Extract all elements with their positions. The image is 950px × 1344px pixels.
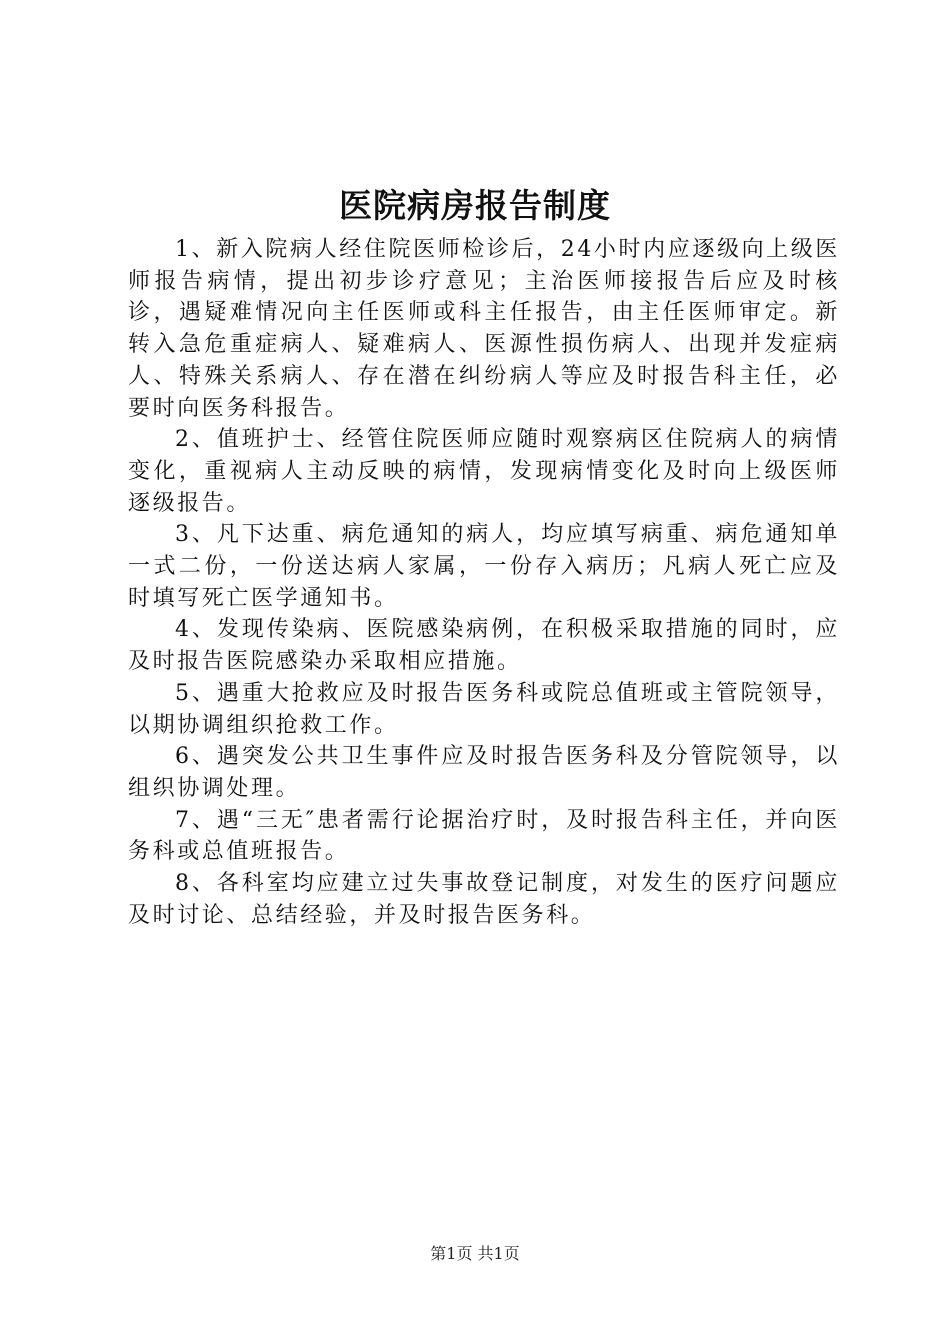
document-title: 医院病房报告制度 bbox=[339, 186, 611, 225]
paragraph-3: 3、凡下达重、病危通知的病人，均应填写病重、病危通知单一式二份，一份送达病人家属，一份存入病历；凡病人死亡应及时填写死亡医学通知书。 bbox=[128, 522, 840, 611]
paragraph-8: 8、各科室均应建立过失事故登记制度，对发生的医疗问题应及时讨论、总结经验，并及时报告医务科。 bbox=[128, 871, 840, 928]
paragraph-5: 5、遇重大抢救应及时报告医务科或院总值班或主管院领导，以期协调组织抢救工作。 bbox=[128, 680, 840, 738]
paragraph-7: 7、遇“三无″患者需行论据治疗时，及时报告科主任，并向医务科或总值班报告。 bbox=[128, 807, 840, 865]
paragraph-2: 2、值班护士、经管住院医师应随时观察病区住院病人的病情变化，重视病人主动反映的病情，发现病情变化及时向上级医师逐级报告。 bbox=[128, 427, 840, 516]
paragraph-6: 6、遇突发公共卫生事件应及时报告医务科及分管院领导，以组织协调处理。 bbox=[128, 744, 840, 801]
paragraph-4: 4、发现传染病、医院感染病例，在积极采取措施的同时，应及时报告医院感染办采取相应措施。 bbox=[128, 617, 840, 675]
paragraph-1: 1、新入院病人经住院医师检诊后，24小时内应逐级向上级医师报告病情，提出初步诊疗意见；主治医师接报告后应及时核诊，遇疑难情况向主任医师或科主任报告，由主任医师审定。新转入急危重症病人、疑难病人、医源性损伤病人、出现并发症病人、特殊关系病人、存在潜在纠纷病人等应及时报告科主任，必要时向医务科报告。 bbox=[128, 237, 840, 421]
document-body bbox=[128, 234, 840, 931]
page-footer: 第1页 共1页 bbox=[430, 1244, 520, 1263]
